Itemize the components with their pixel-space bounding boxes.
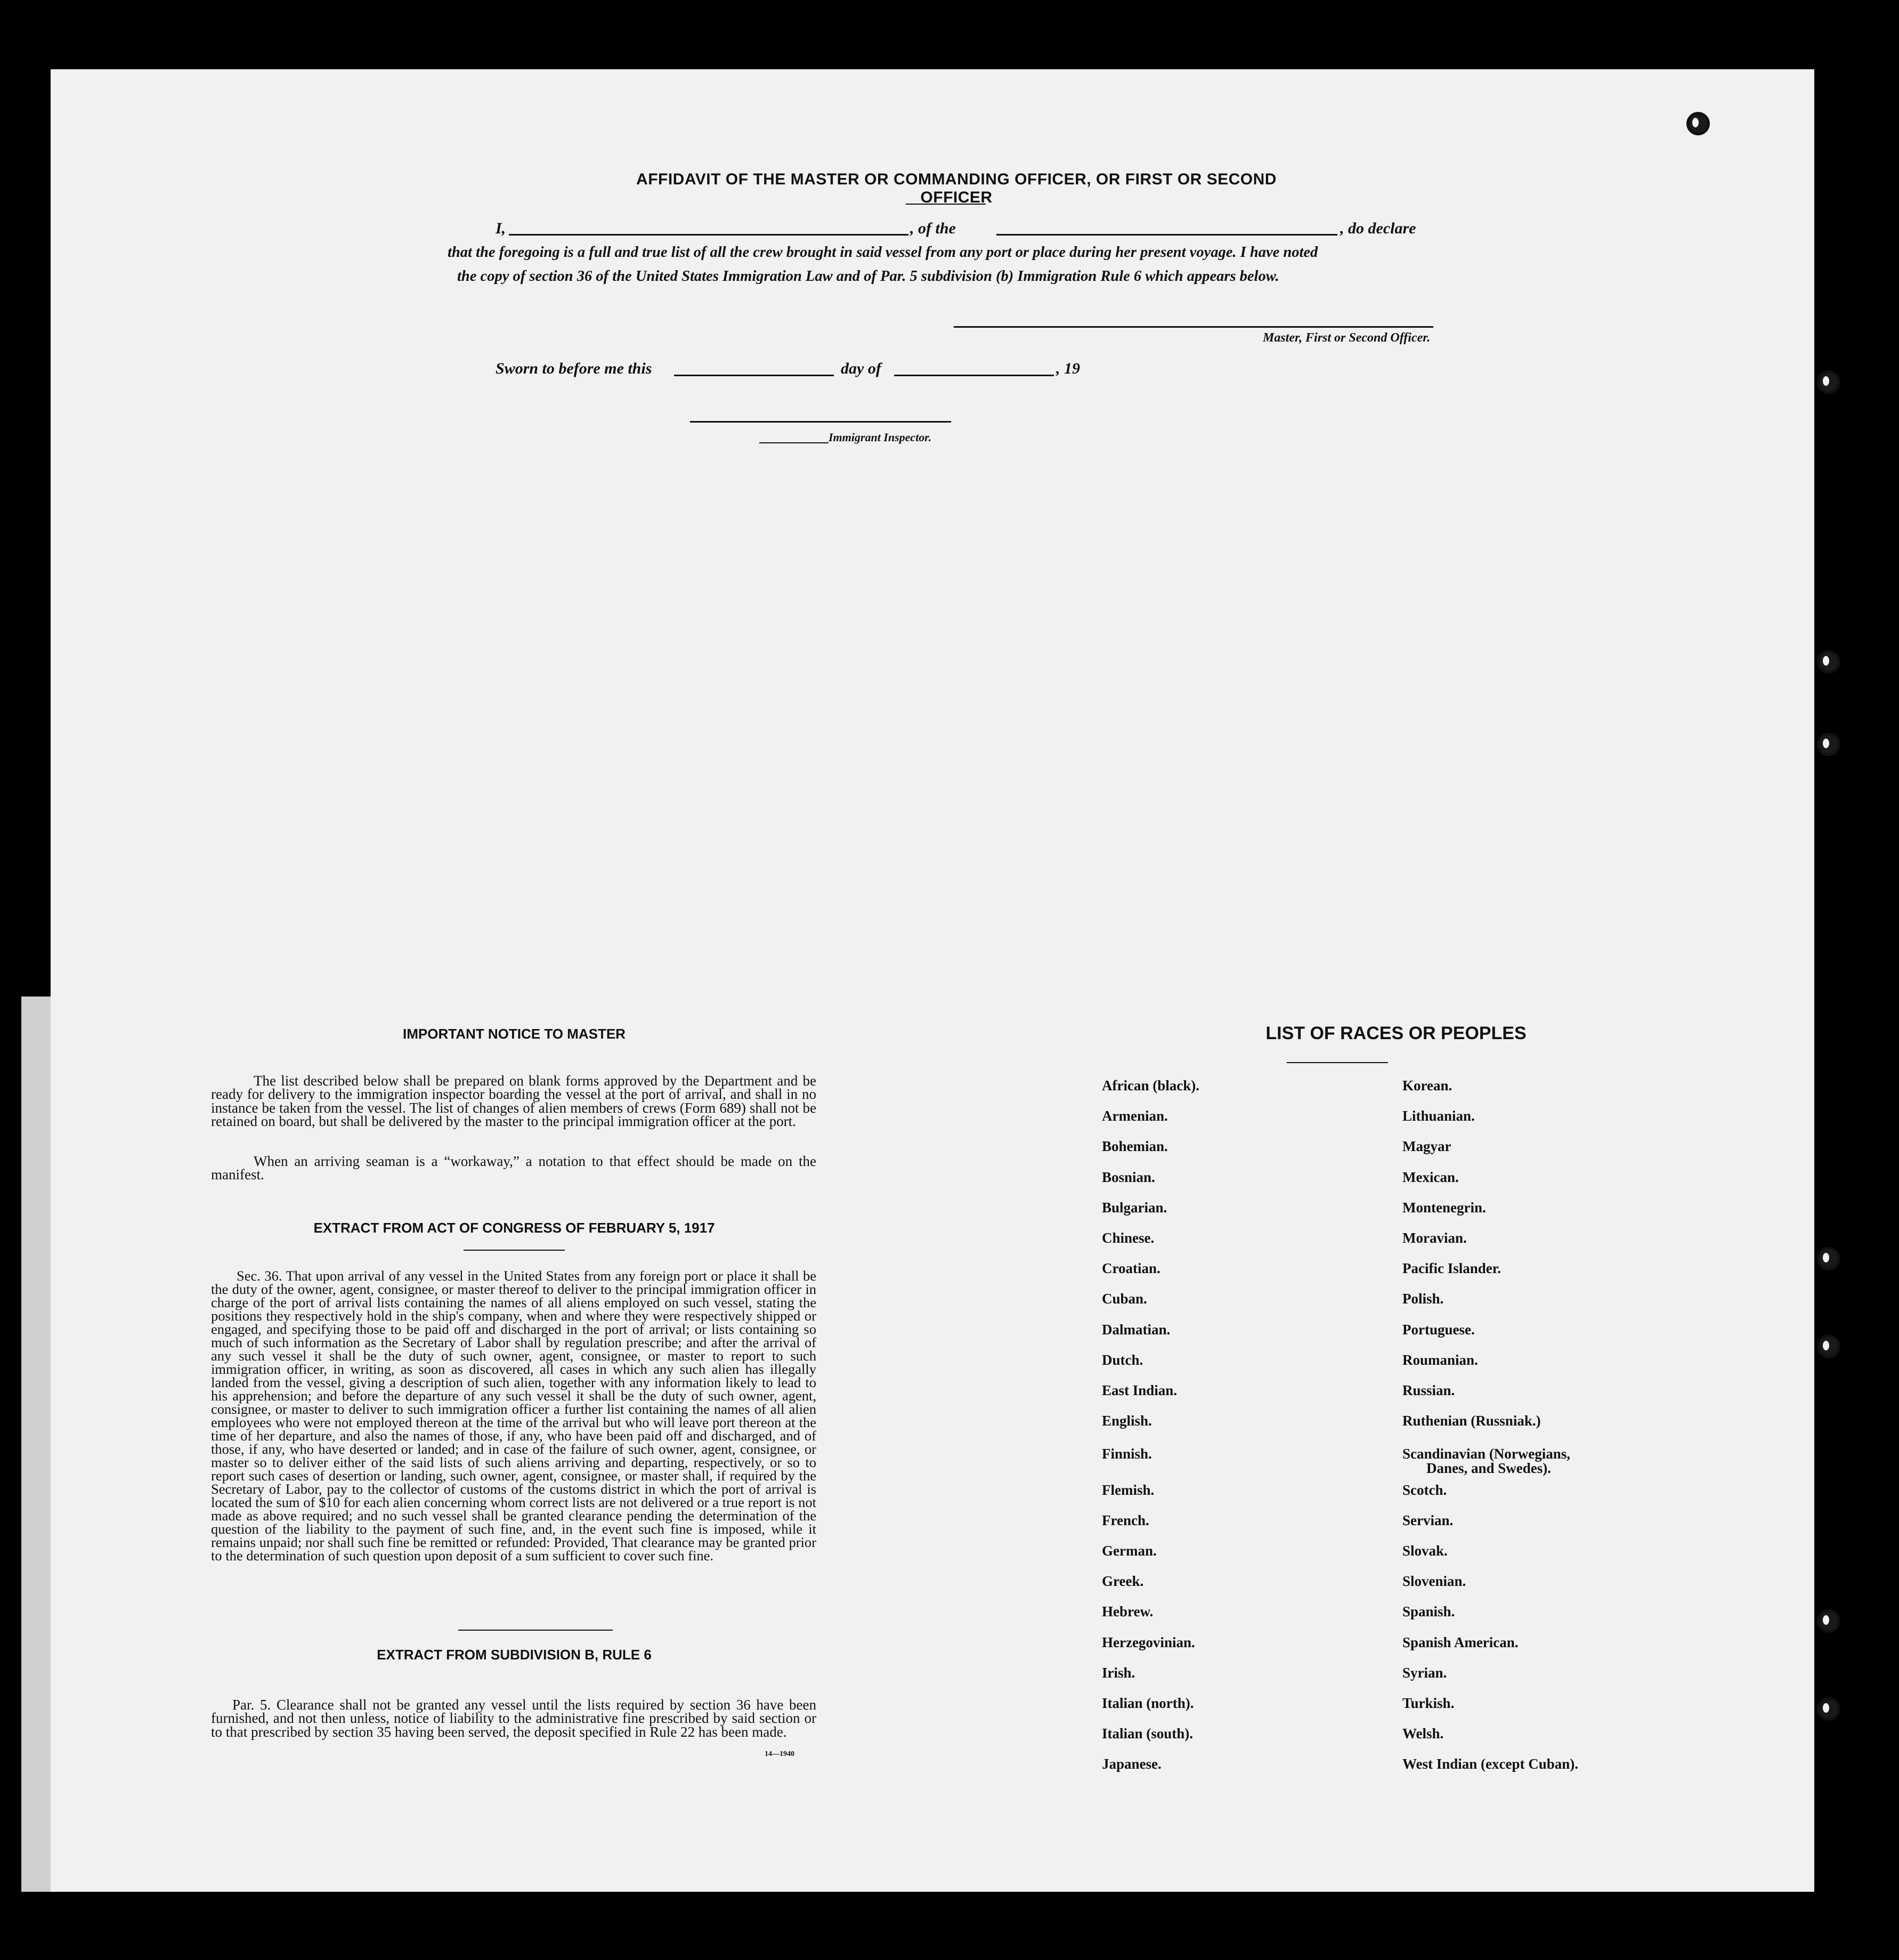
vessel-field[interactable] [996, 234, 1337, 236]
race-item: Mexican. [1402, 1169, 1459, 1185]
affidavit-line-3: the copy of section 36 of the United States Immigration Law and of Par. 5 subdivision (b) Immigration Rule 6 which appears below. [457, 268, 1279, 285]
notice-paragraph-1: The list described below shall be prepared on blank forms approved by the Department and be ready for delivery to the immigration inspector boarding the vessel at the port of arrival, and shall in no instance be taken from the vessel. The list of changes of alien members of crews (Form 689) shall not be retained on board, but shall be delivered by the master to the principal immigration officer at the port. [211, 1073, 816, 1129]
divider [1287, 1062, 1388, 1063]
race-item: Spanish. [1402, 1603, 1455, 1620]
punch-hole-icon [1817, 650, 1840, 674]
divider [464, 1250, 565, 1251]
punch-hole-icon [1817, 1335, 1840, 1358]
document-page [51, 69, 1814, 1892]
race-item: Roumanian. [1402, 1351, 1478, 1368]
punch-hole-icon [1817, 1247, 1840, 1270]
affidavit-i: I, [496, 220, 506, 237]
race-item: East Indian. [1102, 1382, 1178, 1398]
name-field[interactable] [509, 234, 908, 236]
act-extract-heading: EXTRACT FROM ACT OF CONGRESS OF FEBRUARY 5, 1917 [313, 1220, 715, 1236]
rule-extract-heading: EXTRACT FROM SUBDIVISION B, RULE 6 [377, 1647, 652, 1663]
races-heading: LIST OF RACES OR PEOPLES [1265, 1023, 1527, 1043]
race-item: Hebrew. [1102, 1603, 1154, 1620]
race-item: Spanish American. [1402, 1634, 1519, 1650]
race-item: Greek. [1102, 1573, 1144, 1590]
race-item: Slovenian. [1402, 1573, 1466, 1590]
race-item: West Indian (except Cuban). [1402, 1756, 1579, 1772]
race-item: Bulgarian. [1102, 1199, 1167, 1216]
race-item: Flemish. [1102, 1481, 1155, 1498]
race-item: Japanese. [1102, 1756, 1162, 1772]
sworn-line [496, 360, 1135, 381]
rule-paragraph-5: Par. 5. Clearance shall not be granted any vessel until the lists required by section 36 have been furnished, and not then unless, notice of liability to the administrative fine prescribed by said section or to that prescribed by section 35 having been served, the deposit specified in Rule 22 has been made. [211, 1697, 816, 1740]
race-item: Ruthenian (Russniak.) [1402, 1413, 1541, 1429]
signature-field[interactable] [954, 326, 1433, 328]
race-item: Moravian. [1402, 1230, 1467, 1246]
race-item: Croatian. [1102, 1260, 1160, 1277]
race-item: Bohemian. [1102, 1138, 1168, 1155]
punch-hole-icon [1817, 733, 1840, 756]
race-item: Cuban. [1102, 1291, 1147, 1307]
race-item: Scotch. [1402, 1481, 1447, 1498]
inspector-prefix-line [759, 442, 829, 443]
race-item-continuation: Danes, and Swedes). [1426, 1460, 1552, 1477]
race-item: Herzegovinian. [1102, 1634, 1195, 1650]
race-item: Italian (north). [1102, 1695, 1194, 1711]
race-item: German. [1102, 1543, 1157, 1559]
race-item: Armenian. [1102, 1108, 1168, 1124]
affidavit-line-2: that the foregoing is a full and true list of all the crew brought in said vessel from any port or place during her present voyage. I have noted [448, 244, 1318, 261]
divider [906, 204, 986, 205]
race-item: Servian. [1402, 1512, 1454, 1528]
punch-hole-icon [1817, 370, 1840, 394]
race-item: Irish. [1102, 1664, 1135, 1681]
affidavit-declare: , do declare [1340, 220, 1416, 237]
race-item: Portuguese. [1402, 1321, 1475, 1338]
race-item: Dutch. [1102, 1351, 1143, 1368]
signature-label: Master, First or Second Officer. [1263, 331, 1431, 345]
race-item: Bosnian. [1102, 1169, 1155, 1185]
notice-heading: IMPORTANT NOTICE TO MASTER [403, 1026, 626, 1042]
race-item: Chinese. [1102, 1230, 1155, 1246]
race-item: Korean. [1402, 1078, 1452, 1094]
race-item: Dalmatian. [1102, 1321, 1171, 1338]
punch-hole-icon [1817, 1697, 1840, 1721]
race-item: Pacific Islander. [1402, 1260, 1501, 1277]
inspector-label: Immigrant Inspector. [829, 431, 932, 444]
race-item: Polish. [1402, 1291, 1444, 1307]
race-item: African (black). [1102, 1078, 1199, 1094]
race-item: Finnish. [1102, 1446, 1152, 1462]
sworn-month-field[interactable] [894, 375, 1054, 376]
race-item: Montenegrin. [1402, 1199, 1486, 1216]
sworn-day-field[interactable] [674, 375, 834, 376]
year-text: , 19 [1056, 360, 1080, 377]
race-item: Scandinavian (Norwegians, [1402, 1446, 1571, 1462]
affidavit-line-1 [496, 220, 1460, 241]
race-item: Syrian. [1402, 1664, 1447, 1681]
punch-hole-icon [1817, 1609, 1840, 1633]
affidavit-of-the: , of the [910, 220, 956, 237]
race-item: Slovak. [1402, 1543, 1448, 1559]
punch-hole-icon [1686, 112, 1710, 135]
inspector-signature-field[interactable] [690, 421, 951, 423]
race-item: Welsh. [1402, 1726, 1444, 1742]
race-item: Lithuanian. [1402, 1108, 1475, 1124]
page-left-edge [21, 997, 51, 1892]
race-item: Italian (south). [1102, 1726, 1194, 1742]
day-of-text: day of [841, 360, 881, 377]
divider [458, 1630, 613, 1631]
race-item: Turkish. [1402, 1695, 1455, 1711]
notice-paragraph-2: When an arriving seaman is a “workaway,” a notation to that effect should be made on the manifest. [211, 1153, 816, 1183]
race-item: Magyar [1402, 1138, 1451, 1155]
affidavit-heading: AFFIDAVIT OF THE MASTER OR COMMANDING OFFICER, OR FIRST OR SECOND OFFICER [636, 171, 1277, 206]
race-item: Russian. [1402, 1382, 1455, 1398]
act-section-36: Sec. 36. That upon arrival of any vessel in the United States from any foreign port or place it shall be the duty of the owner, agent, consignee, or master thereof to deliver to the principal immigration officer in charge of the port of arrival lists containing the names of all aliens employed on such vessel, stating the positions they respectively hold in the ship's company, when and where they were respectively shipped or engaged, and specifying those to be paid off and discharged in the port of arrival; or lists containing so much of such information as the Secretary of Labor shall by regulation prescribe; and after the arrival of any such vessel it shall be the duty of such owner, agent, consignee, or master to report to such immigration officer, in writing, as soon as discovered, all cases in which any such alien has illegally landed from the vessel, giving a description of such alien, together with any information likely to lead to his apprehension; and before the departure of any such vessel it shall be the duty of such owner, agent, consignee, or master to deliver to such immigration officer a further list containing the names of all alien employees who were not employed thereon at the time of the arrival but who will leave port thereon at the time of her departure, and also the names of those, if any, who have been paid off and discharged, and of those, if any, who have deserted or landed; and in case of the failure of such owner, agent, consignee, or master so to deliver either of the said lists of such aliens arriving and departing, respectively, or so to report such cases of desertion or landing, such owner, agent, consignee, or master shall, if required by the Secretary of Labor, pay to the collector of customs of the customs district in which the port of arrival is located the sum of $10 for each alien concerning whom correct lists are not delivered or a true report is not made as above required; and no such vessel shall be granted clearance pending the determination of the question of the liability to the payment of such fine, and, in the event such fine is imposed, while it remains unpaid; nor shall such fine be remitted or refunded: Provided, That clearance may be granted prior to the determination of such question upon deposit of a sum sufficient to cover such fine. [211, 1268, 816, 1564]
race-item: French. [1102, 1512, 1149, 1528]
form-number: 14—1940 [765, 1750, 794, 1758]
sworn-text: Sworn to before me this [496, 360, 652, 377]
race-item: English. [1102, 1413, 1152, 1429]
